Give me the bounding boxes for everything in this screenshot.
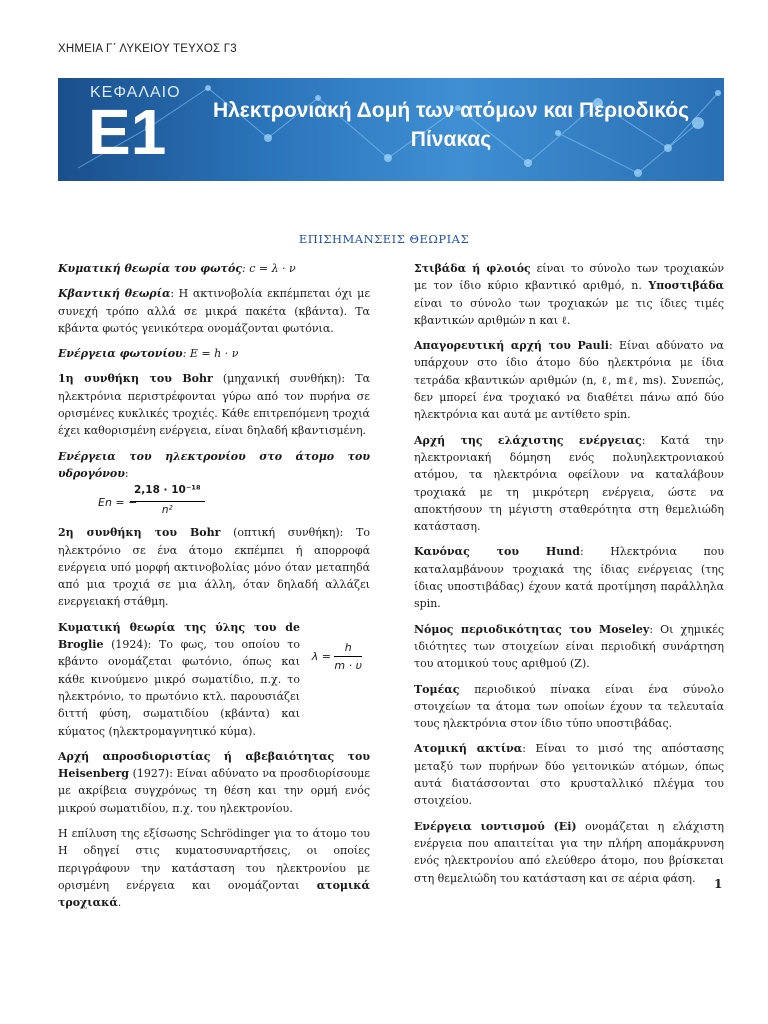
paragraph-heisenberg — [58, 748, 370, 817]
term-2: Υποστιβάδα — [648, 279, 724, 293]
chapter-code: Ε1 — [88, 96, 167, 168]
paragraph-ionization-energy — [414, 818, 724, 887]
paragraph-photon-energy — [58, 345, 370, 362]
text: : Ηλεκτρόνια που καταλαμβάνουν τροχιακά της ίδιας ενέργειας (της ίδιας υποστιβάδας) έχουν κατά προτίμηση παράλληλα spin. — [414, 545, 725, 611]
text: ονομάζεται η ελάχιστη ενέργεια που απαιτείται για την πλήρη απομάκρυνση ενός ηλεκτρονίου από ελεύθερο άτομο, που βρίσκεται στη θεμελιώδη του κατάσταση και σε αέρια φάση. — [414, 819, 724, 885]
paragraph-schrodinger — [58, 825, 370, 911]
de-broglie-formula — [312, 639, 362, 675]
paragraph-atomic-radius — [414, 740, 724, 809]
left-column — [58, 260, 370, 920]
text: (μηχανική συνθήκη): Τα ηλεκτρόνια περιστρέφονται γύρω από τον πυρήνα σε ορισμένες κυκλικές τροχιές. Κάθε επιτρεπόμενη τροχιά έχει καθορισμένη ενέργεια, είναι δηλαδή κβαντισμένη. — [58, 372, 371, 438]
text: : Είναι αδύνατο να υπάρχουν στο ίδιο άτομο δύο ηλεκτρόνια με ίδια τετράδα κβαντικών αριθμών (n, ℓ, mℓ, ms). Συνεπώς, δεν μπορεί ένα τροχιακό να διαθέτει πάνω από δύο ηλεκτρόνια και αυτά με αντίθετο spin. — [414, 339, 724, 422]
term: Κβαντική θεωρία — [58, 287, 171, 301]
brog-fraction — [334, 639, 362, 675]
term: Νόμος περιοδικότητας του Moseley — [414, 622, 650, 636]
chapter-title — [186, 96, 716, 154]
section-heading: ΕΠΙΣΗΜΑΝΣΕΙΣ ΘΕΩΡΙΑΣ — [298, 232, 470, 246]
paragraph-bohr-1 — [58, 370, 370, 439]
text: : Οι χημικές ιδιότητες των στοιχείων είναι περιοδική συνάρτηση του ατομικού τους αριθμού (Z). — [414, 622, 725, 671]
paragraph-moseley — [414, 621, 724, 673]
text: (1924): Το φως, του οποίου το κβάντο ονομάζεται φωτόνιο, όπως και κάθε κινούμενο μικρό σωματίδιο, π.χ. το ηλεκτρόνιο, το πρωτόνιο κτλ. παρουσιάζει διττή φύση, σωματιδίου (κβάντα) και κύματος (ηλεκτρομαγνητικό κύμα). — [58, 638, 300, 738]
text: : Η ακτινοβολία εκπέμπεται όχι με συνεχή τρόπο αλλά σε μικρά πακέτα (κβάντα). Τα κβάντα φωτός γενικότερα ονομάζονται φωτόνια. — [58, 287, 371, 335]
chapter-banner — [58, 78, 724, 181]
term: Στιβάδα ή φλοιός — [414, 262, 531, 275]
term: Κυματική θεωρία του φωτός — [58, 262, 242, 275]
term: Κανόνας του Hund — [414, 545, 580, 559]
formula-numerator: 2,18 · 10⁻¹⁸ — [130, 482, 205, 501]
text: (οπτική συνθήκη): Το ηλεκτρόνιο σε ένα άτομο εκπέμπει ή απορροφά ενέργεια υπό μορφή ακτινοβολίας μόνο όταν μεταπηδά από μια τροχιά σε μια άλλη, όταν δηλαδή αλλάζει ενεργειακή στάθμη. — [58, 526, 370, 609]
paragraph-de-broglie — [58, 619, 370, 740]
chapter-title-line-2: Πίνακας — [410, 128, 492, 151]
text-2: είναι το σύνολο των τροχιακών με τις ίδιες τιμές κβαντικών αριθμών n και ℓ. — [414, 296, 724, 327]
term: Αρχή απροσδιοριστίας ή αβεβαιότητας του Heisenberg — [58, 749, 370, 781]
text: περιοδικού πίνακα είναι ένα σύνολο στοιχείων τα άτομα των οποίων έχουν τα τελευταία τους ηλεκτρόνια στον ίδιο τύπο υποστιβάδας. — [414, 682, 724, 731]
running-header: ΧΗΜΕΙΑ Γ΄ ΛΥΚΕΙΟΥ ΤΕΥΧΟΣ Γ3 — [58, 43, 237, 55]
text: : Είναι το μισό της απόστασης μεταξύ των πυρήνων δύο γειτονικών ατόμων, όπως αυτά διατάσσονται στο κρυσταλλικό πλέγμα του στοιχείου. — [414, 742, 724, 808]
paragraph-min-energy — [414, 432, 724, 536]
term: 1η συνθήκη του Bohr — [58, 372, 213, 386]
paragraph-bohr-2 — [58, 524, 370, 610]
paragraph-hund — [414, 543, 724, 612]
brog-lhs: λ = — [311, 649, 331, 663]
term: Τομέας — [414, 682, 460, 696]
formula-fraction — [130, 482, 205, 519]
text: (1927): Είναι αδύνατο να προσδιορίσουμε με ακρίβεια συγχρόνως τη θέση και την ορμή ενός μικρού σωματιδίου, π.χ. του ηλεκτρονίου. — [58, 767, 370, 815]
term: 2η συνθήκη του Bohr — [58, 526, 221, 540]
term: Ατομική ακτίνα — [414, 742, 523, 756]
text: Η επίλυση της εξίσωσης Schrödinger για το άτομο του Η οδηγεί στις κυματοσυναρτήσεις, οι οποίες περιγράφουν την κατάσταση του ηλεκτρονίου με ορισμένη ενέργεια και ονομάζονται — [58, 827, 370, 892]
chapter-label: ΚΕΦΑΛΑΙΟ — [90, 84, 181, 101]
page-number: 1 — [714, 877, 723, 891]
hydrogen-energy-formula — [58, 482, 370, 522]
text: : c = λ · ν — [242, 262, 296, 275]
right-column — [414, 260, 724, 895]
chapter-title-line-1: Ηλεκτρονιακή Δομή των ατόμων και Περιοδικός — [212, 99, 690, 122]
term: Αρχή της ελάχιστης ενέργειας — [414, 433, 642, 447]
paragraph-shell — [414, 260, 724, 329]
brog-numerator: h — [334, 639, 362, 657]
paragraph-block — [414, 681, 724, 733]
text: είναι το σύνολο των τροχιακών με τον ίδιο κύριο κβαντικό αριθμό, n. — [414, 262, 725, 293]
term: Κυματική θεωρία της ύλης του de Broglie — [58, 620, 300, 652]
paragraph-light-wave — [58, 260, 370, 277]
text: : — [124, 466, 129, 480]
formula-denominator: n² — [161, 503, 173, 516]
text: : Κατά την ηλεκτρονιακή δόμηση ενός πολυηλεκτρονιακού ατόμου, τα ηλεκτρόνια οφείλουν να καταλάβουν τροχιακά με τη μικρότερη ενέργεια, ώστε να αποκτήσουν τη μέγιστη σταθερότητα στη θεμελιώδη κατάσταση. — [414, 433, 724, 534]
paragraph-hydrogen-energy — [58, 448, 370, 483]
term: Ενέργεια φωτονίου — [58, 347, 183, 361]
brog-denominator: m · υ — [334, 659, 362, 673]
text-end: . — [117, 896, 122, 910]
term: Απαγορευτική αρχή του Pauli — [414, 339, 609, 353]
term: Ενέργεια του ηλεκτρονίου στο άτομο του υδρογόνου — [58, 449, 370, 480]
paragraph-pauli — [414, 337, 724, 423]
text: : E = h · ν — [182, 347, 239, 361]
term: ατομικά τροχιακά — [58, 878, 370, 910]
term: Ενέργεια ιοντισμού (Ei) — [414, 819, 577, 833]
formula-lhs: En = − — [98, 496, 138, 510]
paragraph-quantum-theory — [58, 285, 370, 337]
